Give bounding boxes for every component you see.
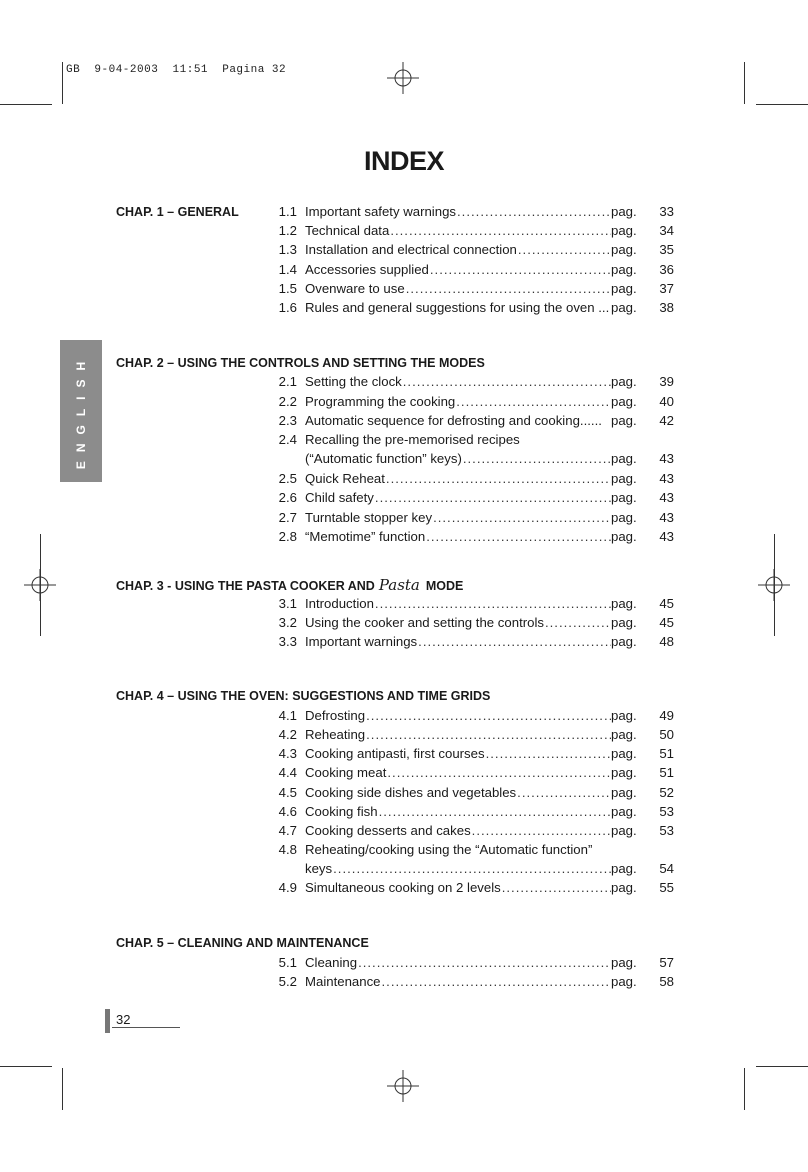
dot-leader xyxy=(386,471,611,486)
page-number-bar xyxy=(105,1009,110,1033)
entry-page-number: 54 xyxy=(659,861,674,876)
entry-page-number: 45 xyxy=(659,596,674,611)
pag-label: pag. xyxy=(611,413,637,428)
dot-leader xyxy=(517,785,611,800)
entry-number: 4.4 xyxy=(278,765,297,780)
dot-leader xyxy=(403,374,611,389)
dot-leader xyxy=(333,861,611,876)
entry-page-number: 52 xyxy=(659,785,674,800)
dot-leader xyxy=(379,804,611,819)
dot-leader xyxy=(406,281,611,296)
entry-page-number: 53 xyxy=(659,823,674,838)
toc-entry[interactable] xyxy=(270,510,680,529)
toc-entry[interactable] xyxy=(270,596,680,615)
entry-page-number: 43 xyxy=(659,510,674,525)
entry-title: Introduction xyxy=(305,596,374,611)
entry-page-number: 37 xyxy=(659,281,674,296)
entry-title: Setting the clock xyxy=(305,374,402,389)
toc-entry[interactable] xyxy=(270,615,680,634)
entry-title: Maintenance xyxy=(305,974,381,989)
pag-label: pag. xyxy=(611,727,637,742)
pag-label: pag. xyxy=(611,471,637,486)
pag-label: pag. xyxy=(611,708,637,723)
crop-mark xyxy=(744,62,745,104)
entry-page-number: 53 xyxy=(659,804,674,819)
pag-label: pag. xyxy=(611,242,637,257)
dot-leader xyxy=(463,451,611,466)
toc-entry[interactable] xyxy=(270,974,680,993)
pag-label: pag. xyxy=(611,262,637,277)
crop-mark xyxy=(62,1068,63,1110)
toc-entry[interactable] xyxy=(270,394,680,413)
dot-leader xyxy=(430,262,611,277)
pag-label: pag. xyxy=(611,510,637,525)
entry-title: “Memotime” function xyxy=(305,529,426,544)
page-number-rule xyxy=(112,1027,180,1028)
entry-title: Reheating xyxy=(305,727,366,742)
pag-label: pag. xyxy=(611,880,637,895)
entry-number: 2.6 xyxy=(278,490,297,505)
chapter-heading xyxy=(116,576,463,594)
entry-title: Ovenware to use xyxy=(305,281,405,296)
entry-number: 4.6 xyxy=(278,804,297,819)
dot-leader xyxy=(366,727,611,742)
entry-number: 1.4 xyxy=(278,262,297,277)
entry-page-number: 38 xyxy=(659,300,674,315)
pag-label: pag. xyxy=(611,861,637,876)
entry-page-number: 36 xyxy=(659,262,674,277)
pag-label: pag. xyxy=(611,374,637,389)
dot-leader xyxy=(518,242,611,257)
entry-title: Rules and general suggestions for using the oven ... xyxy=(305,300,610,315)
dot-leader xyxy=(390,223,611,238)
pag-label: pag. xyxy=(611,955,637,970)
toc-entry[interactable] xyxy=(270,708,680,727)
entry-title: Important safety warnings xyxy=(305,204,456,219)
entry-title: Defrosting xyxy=(305,708,366,723)
entry-page-number: 49 xyxy=(659,708,674,723)
toc-entry[interactable] xyxy=(270,300,680,319)
dot-leader xyxy=(472,823,611,838)
entry-number: 1.6 xyxy=(278,300,297,315)
dot-leader xyxy=(457,204,611,219)
entry-title: Reheating/cooking using the “Automatic function” xyxy=(305,842,593,857)
chapter-heading-text: MODE xyxy=(425,579,464,593)
entry-page-number: 39 xyxy=(659,374,674,389)
entry-title: Cooking side dishes and vegetables xyxy=(305,785,517,800)
toc-entry[interactable] xyxy=(270,490,680,509)
pag-label: pag. xyxy=(611,765,637,780)
toc-entry[interactable] xyxy=(270,223,680,242)
entry-number: 2.3 xyxy=(278,413,297,428)
entry-page-number: 33 xyxy=(659,204,674,219)
entry-number: 2.7 xyxy=(278,510,297,525)
entry-number: 2.8 xyxy=(278,529,297,544)
crop-mark xyxy=(62,62,63,104)
entry-number: 1.2 xyxy=(278,223,297,238)
entry-number: 4.1 xyxy=(278,708,297,723)
language-tab-label: ENGLISH xyxy=(74,352,88,470)
chapter-heading: CHAP. 1 – GENERAL xyxy=(116,205,239,219)
entry-page-number: 55 xyxy=(659,880,674,895)
entry-number: 4.8 xyxy=(278,842,297,857)
toc-entry[interactable] xyxy=(270,765,680,784)
crop-mark xyxy=(744,1068,745,1110)
chapter-heading: CHAP. 5 – CLEANING AND MAINTENANCE xyxy=(116,936,369,950)
dot-leader xyxy=(502,880,611,895)
pag-label: pag. xyxy=(611,804,637,819)
dot-leader xyxy=(366,708,611,723)
entry-title: Technical data xyxy=(305,223,390,238)
entry-title-continuation: (“Automatic function” keys) xyxy=(305,451,462,466)
page-title: INDEX xyxy=(363,146,445,176)
toc-entry[interactable] xyxy=(270,471,680,490)
print-slug: GB 9-04-2003 11:51 Pagina 32 xyxy=(66,64,287,76)
entry-page-number: 58 xyxy=(659,974,674,989)
entry-title: Programming the cooking xyxy=(305,394,456,409)
entry-number: 3.1 xyxy=(278,596,297,611)
registration-mark-icon xyxy=(387,1070,419,1102)
pag-label: pag. xyxy=(611,823,637,838)
chapter-heading-text: CHAP. 3 - USING THE PASTA COOKER AND xyxy=(116,579,375,593)
entry-number: 1.3 xyxy=(278,242,297,257)
entry-number: 1.1 xyxy=(278,204,297,219)
entry-number: 2.5 xyxy=(278,471,297,486)
pag-label: pag. xyxy=(611,223,637,238)
toc-entry[interactable] xyxy=(270,374,680,393)
chapter-heading: CHAP. 2 – USING THE CONTROLS AND SETTING THE MODES xyxy=(116,356,485,370)
entry-page-number: 43 xyxy=(659,529,674,544)
entry-page-number: 51 xyxy=(659,765,674,780)
crop-mark xyxy=(0,1066,52,1067)
toc-entry[interactable] xyxy=(270,432,680,470)
entry-page-number: 43 xyxy=(659,451,674,466)
entry-page-number: 51 xyxy=(659,746,674,761)
toc-entry[interactable] xyxy=(270,413,680,432)
entry-page-number: 42 xyxy=(659,413,674,428)
pag-label: pag. xyxy=(611,974,637,989)
entry-title: Quick Reheat xyxy=(305,471,385,486)
entry-page-number: 57 xyxy=(659,955,674,970)
toc-entry[interactable] xyxy=(270,634,680,653)
entry-title: Recalling the pre-memorised recipes xyxy=(305,432,520,447)
entry-title: Using the cooker and setting the controls xyxy=(305,615,544,630)
entry-title: Accessories supplied xyxy=(305,262,429,277)
dot-leader xyxy=(426,529,611,544)
crop-mark xyxy=(40,534,41,636)
entry-number: 4.9 xyxy=(278,880,297,895)
language-side-tab xyxy=(60,340,102,482)
entry-number: 5.1 xyxy=(278,955,297,970)
entry-title: Cooking meat xyxy=(305,765,387,780)
dot-leader xyxy=(603,413,611,428)
toc-entry[interactable] xyxy=(270,880,680,899)
toc-entry[interactable] xyxy=(270,804,680,823)
entry-title: Child safety xyxy=(305,490,374,505)
pasta-logo: Pasta xyxy=(378,576,420,594)
entry-number: 2.2 xyxy=(278,394,297,409)
toc-entry[interactable] xyxy=(270,842,680,880)
toc-entry[interactable] xyxy=(270,727,680,746)
pag-label: pag. xyxy=(611,300,637,315)
page-number: 32 xyxy=(116,1012,131,1027)
dot-leader xyxy=(375,490,611,505)
entry-number: 4.2 xyxy=(278,727,297,742)
dot-leader xyxy=(382,974,611,989)
entry-number: 4.7 xyxy=(278,823,297,838)
entry-title: Automatic sequence for defrosting and cooking...... xyxy=(305,413,602,428)
entry-page-number: 43 xyxy=(659,471,674,486)
entry-number: 4.3 xyxy=(278,746,297,761)
toc-entry[interactable] xyxy=(270,281,680,300)
pag-label: pag. xyxy=(611,596,637,611)
pag-label: pag. xyxy=(611,204,637,219)
entry-number: 4.5 xyxy=(278,785,297,800)
pag-label: pag. xyxy=(611,785,637,800)
dot-leader xyxy=(358,955,611,970)
entry-page-number: 48 xyxy=(659,634,674,649)
toc-entry[interactable] xyxy=(270,262,680,281)
entry-number: 5.2 xyxy=(278,974,297,989)
entry-page-number: 40 xyxy=(659,394,674,409)
entry-title: Cooking desserts and cakes xyxy=(305,823,471,838)
pag-label: pag. xyxy=(611,451,637,466)
toc-entry[interactable] xyxy=(270,529,680,548)
dot-leader xyxy=(433,510,611,525)
toc-entry[interactable] xyxy=(270,785,680,804)
dot-leader xyxy=(418,634,611,649)
entry-page-number: 45 xyxy=(659,615,674,630)
entry-number: 3.2 xyxy=(278,615,297,630)
entry-page-number: 34 xyxy=(659,223,674,238)
toc-entry[interactable] xyxy=(270,823,680,842)
dot-leader xyxy=(387,765,611,780)
entry-title: Installation and electrical connection xyxy=(305,242,517,257)
pag-label: pag. xyxy=(611,746,637,761)
registration-mark-icon xyxy=(387,62,419,94)
entry-title: Cooking antipasti, first courses xyxy=(305,746,485,761)
entry-title: Turntable stopper key xyxy=(305,510,433,525)
entry-title: Cooking fish xyxy=(305,804,378,819)
crop-mark xyxy=(756,104,808,105)
crop-mark xyxy=(0,104,52,105)
dot-leader xyxy=(456,394,611,409)
entry-number: 1.5 xyxy=(278,281,297,296)
entry-page-number: 50 xyxy=(659,727,674,742)
entry-title: Simultaneous cooking on 2 levels xyxy=(305,880,501,895)
entry-number: 2.4 xyxy=(278,432,297,447)
crop-mark xyxy=(756,1066,808,1067)
entry-page-number: 35 xyxy=(659,242,674,257)
pag-label: pag. xyxy=(611,490,637,505)
toc-entry[interactable] xyxy=(270,955,680,974)
dot-leader xyxy=(545,615,611,630)
dot-leader xyxy=(375,596,611,611)
entry-page-number: 43 xyxy=(659,490,674,505)
toc-entry[interactable] xyxy=(270,204,680,223)
entry-title-continuation: keys xyxy=(305,861,333,876)
pag-label: pag. xyxy=(611,281,637,296)
dot-leader xyxy=(486,746,611,761)
crop-mark xyxy=(774,534,775,636)
pag-label: pag. xyxy=(611,394,637,409)
pag-label: pag. xyxy=(611,615,637,630)
toc-entry[interactable] xyxy=(270,242,680,261)
entry-number: 2.1 xyxy=(278,374,297,389)
entry-number: 3.3 xyxy=(278,634,297,649)
pag-label: pag. xyxy=(611,634,637,649)
pag-label: pag. xyxy=(611,529,637,544)
entry-title: Important warnings xyxy=(305,634,418,649)
chapter-heading: CHAP. 4 – USING THE OVEN: SUGGESTIONS AND TIME GRIDS xyxy=(116,689,491,703)
entry-title: Cleaning xyxy=(305,955,358,970)
toc-entry[interactable] xyxy=(270,746,680,765)
